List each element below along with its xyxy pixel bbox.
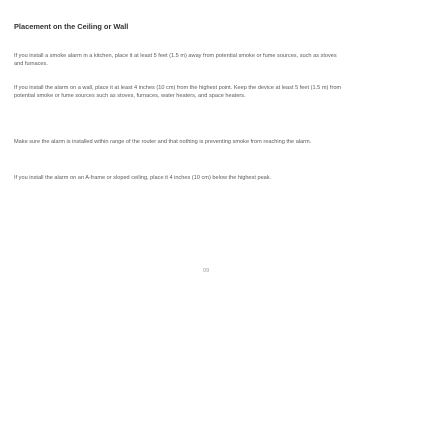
paragraph-sloped-ceiling: If you install the alarm on an A-frame or sloped ceiling, place it 4 inches (10 cm) below the highest peak. [14,175,272,181]
section-heading: Placement on the Ceiling or Wall [14,22,129,31]
paragraph-wall-placement: If you install the alarm on a wall, place it at least 4 inches (10 cm) from the highest point. Keep the device at least 5 feet (1.5 m) from potential smoke or fume sources such as stoves, furnaces, water heaters, and space heaters. [14,85,342,100]
paragraph-router-range: Make sure the alarm is installed within range of the router and that nothing is preventing smoke from reaching the alarm. [14,139,312,145]
page-number: 09 [203,268,210,274]
paragraph-kitchen-placement: If you install a smoke alarm in a kitchen, place it at least 5 feet (1.5 m) away from potential smoke or fume sources, such as stoves and furnaces. [14,53,337,68]
